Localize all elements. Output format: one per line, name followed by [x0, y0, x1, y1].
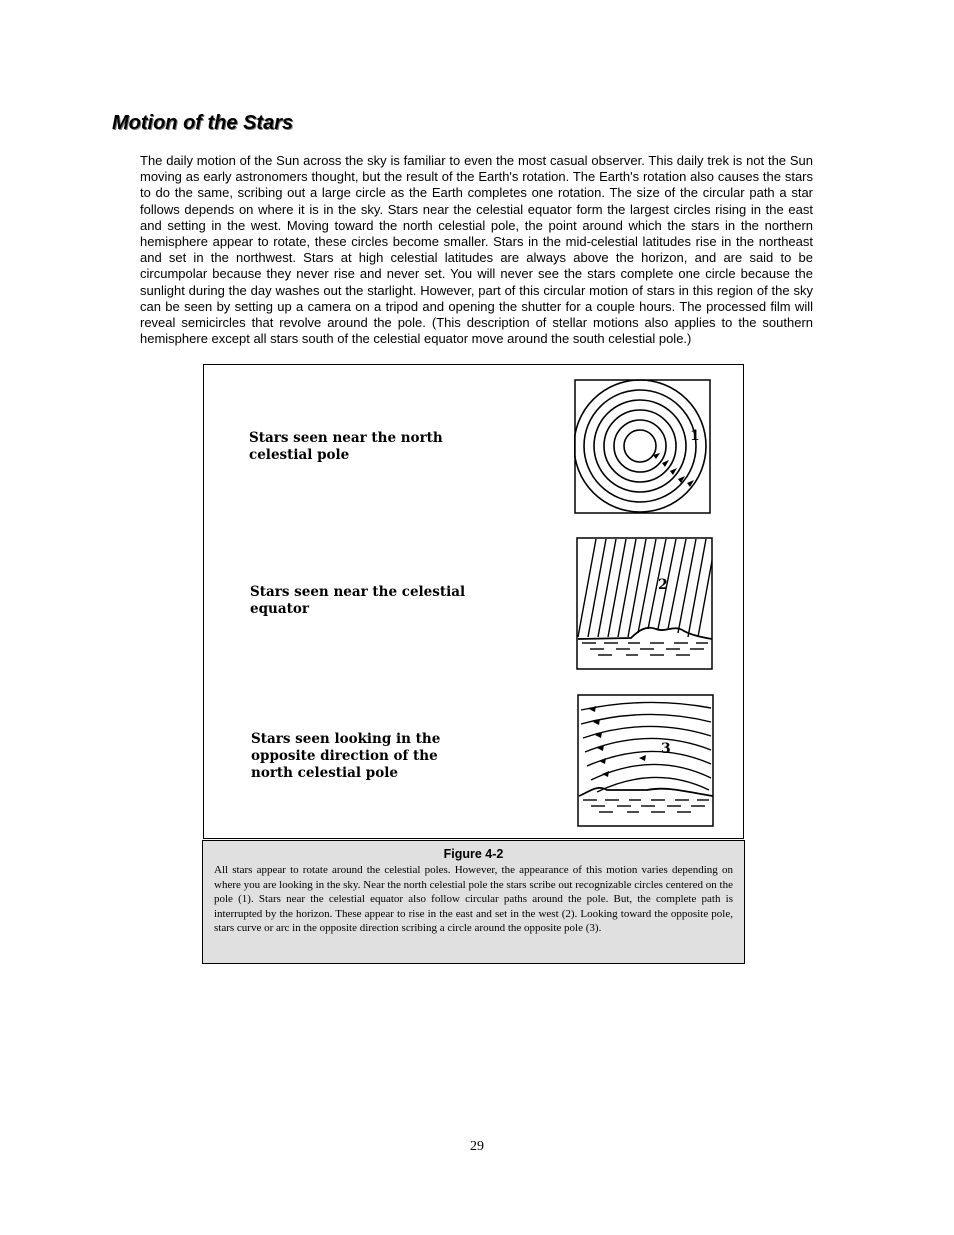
- panel-2-label-line1: Stars seen near the celestial: [250, 584, 466, 600]
- section-heading: Motion of the Stars: [112, 112, 294, 134]
- panel-3-label: [251, 731, 440, 782]
- figure-caption: [202, 840, 745, 964]
- panel-3-arcs-drawing: [577, 694, 715, 828]
- panel-3-label-line2: opposite direction of the: [251, 748, 438, 764]
- page-number: 29: [470, 1139, 484, 1154]
- body-paragraph: The daily motion of the Sun across the sky is familiar to even the most casual observer. This daily trek is not the Sun moving as early astronomers thought, but the result of the Earth's rotation. The Earth's rotation also causes the stars to do the same, scribing out a large circle as the Earth completes one rotation. The size of the circular path a star follows depends on where it is in the sky. Stars near the celestial equator form the largest circles rising in the east and setting in the west. Moving toward the north celestial pole, the point around which the stars in the northern hemisphere appear to rotate, these circles become smaller. Stars in the mid-celestial latitudes rise in the northeast and set in the northwest. Stars at high celestial latitudes are always above the horizon, and are said to be circumpolar because they never rise and never set. You will never see the stars complete one circle because the sunlight during the day washes out the starlight. However, part of this circular motion of stars in this region of the sky can be seen by setting up a camera on a tripod and opening the shutter for a couple hours. The processed film will reveal semicircles that revolve around the pole. (This description of stellar motions also applies to the southern hemisphere except all stars south of the celestial equator move around the south celestial pole.): [140, 153, 813, 347]
- panel-2-label-line2: equator: [250, 601, 309, 617]
- panel-3-number: 3: [661, 741, 671, 757]
- figure-illustration: [203, 364, 744, 839]
- panel-3-label-line1: Stars seen looking in the: [251, 731, 441, 747]
- figure-caption-text: All stars appear to rotate around the celestial poles. However, the appearance of this motion varies depending on where you are looking in the sky. Near the north celestial pole the stars scribe out recognizable circles centered on the pole (1). Stars near the celestial equator also follow circular paths around the pole. But, the complete path is interrupted by the horizon. These appear to rise in the east and set in the west (2). Looking toward the opposite pole, stars curve or arc in the opposite direction scribing a circle around the opposite pole (3).: [214, 864, 733, 934]
- panel-1-label-line2: celestial pole: [249, 447, 350, 463]
- panel-1-number: 1: [690, 428, 700, 444]
- panel-1-label-line1: Stars seen near the north: [249, 430, 443, 446]
- panel-2-label: [250, 584, 465, 618]
- panel-1-circles-drawing: [574, 379, 712, 515]
- panel-2-number: 2: [658, 577, 668, 593]
- panel-2-equator-drawing: [576, 537, 714, 671]
- figure-caption-title: Figure 4-2: [443, 847, 504, 861]
- panel-3-label-line3: north celestial pole: [251, 765, 398, 781]
- panel-1-label: [249, 430, 443, 464]
